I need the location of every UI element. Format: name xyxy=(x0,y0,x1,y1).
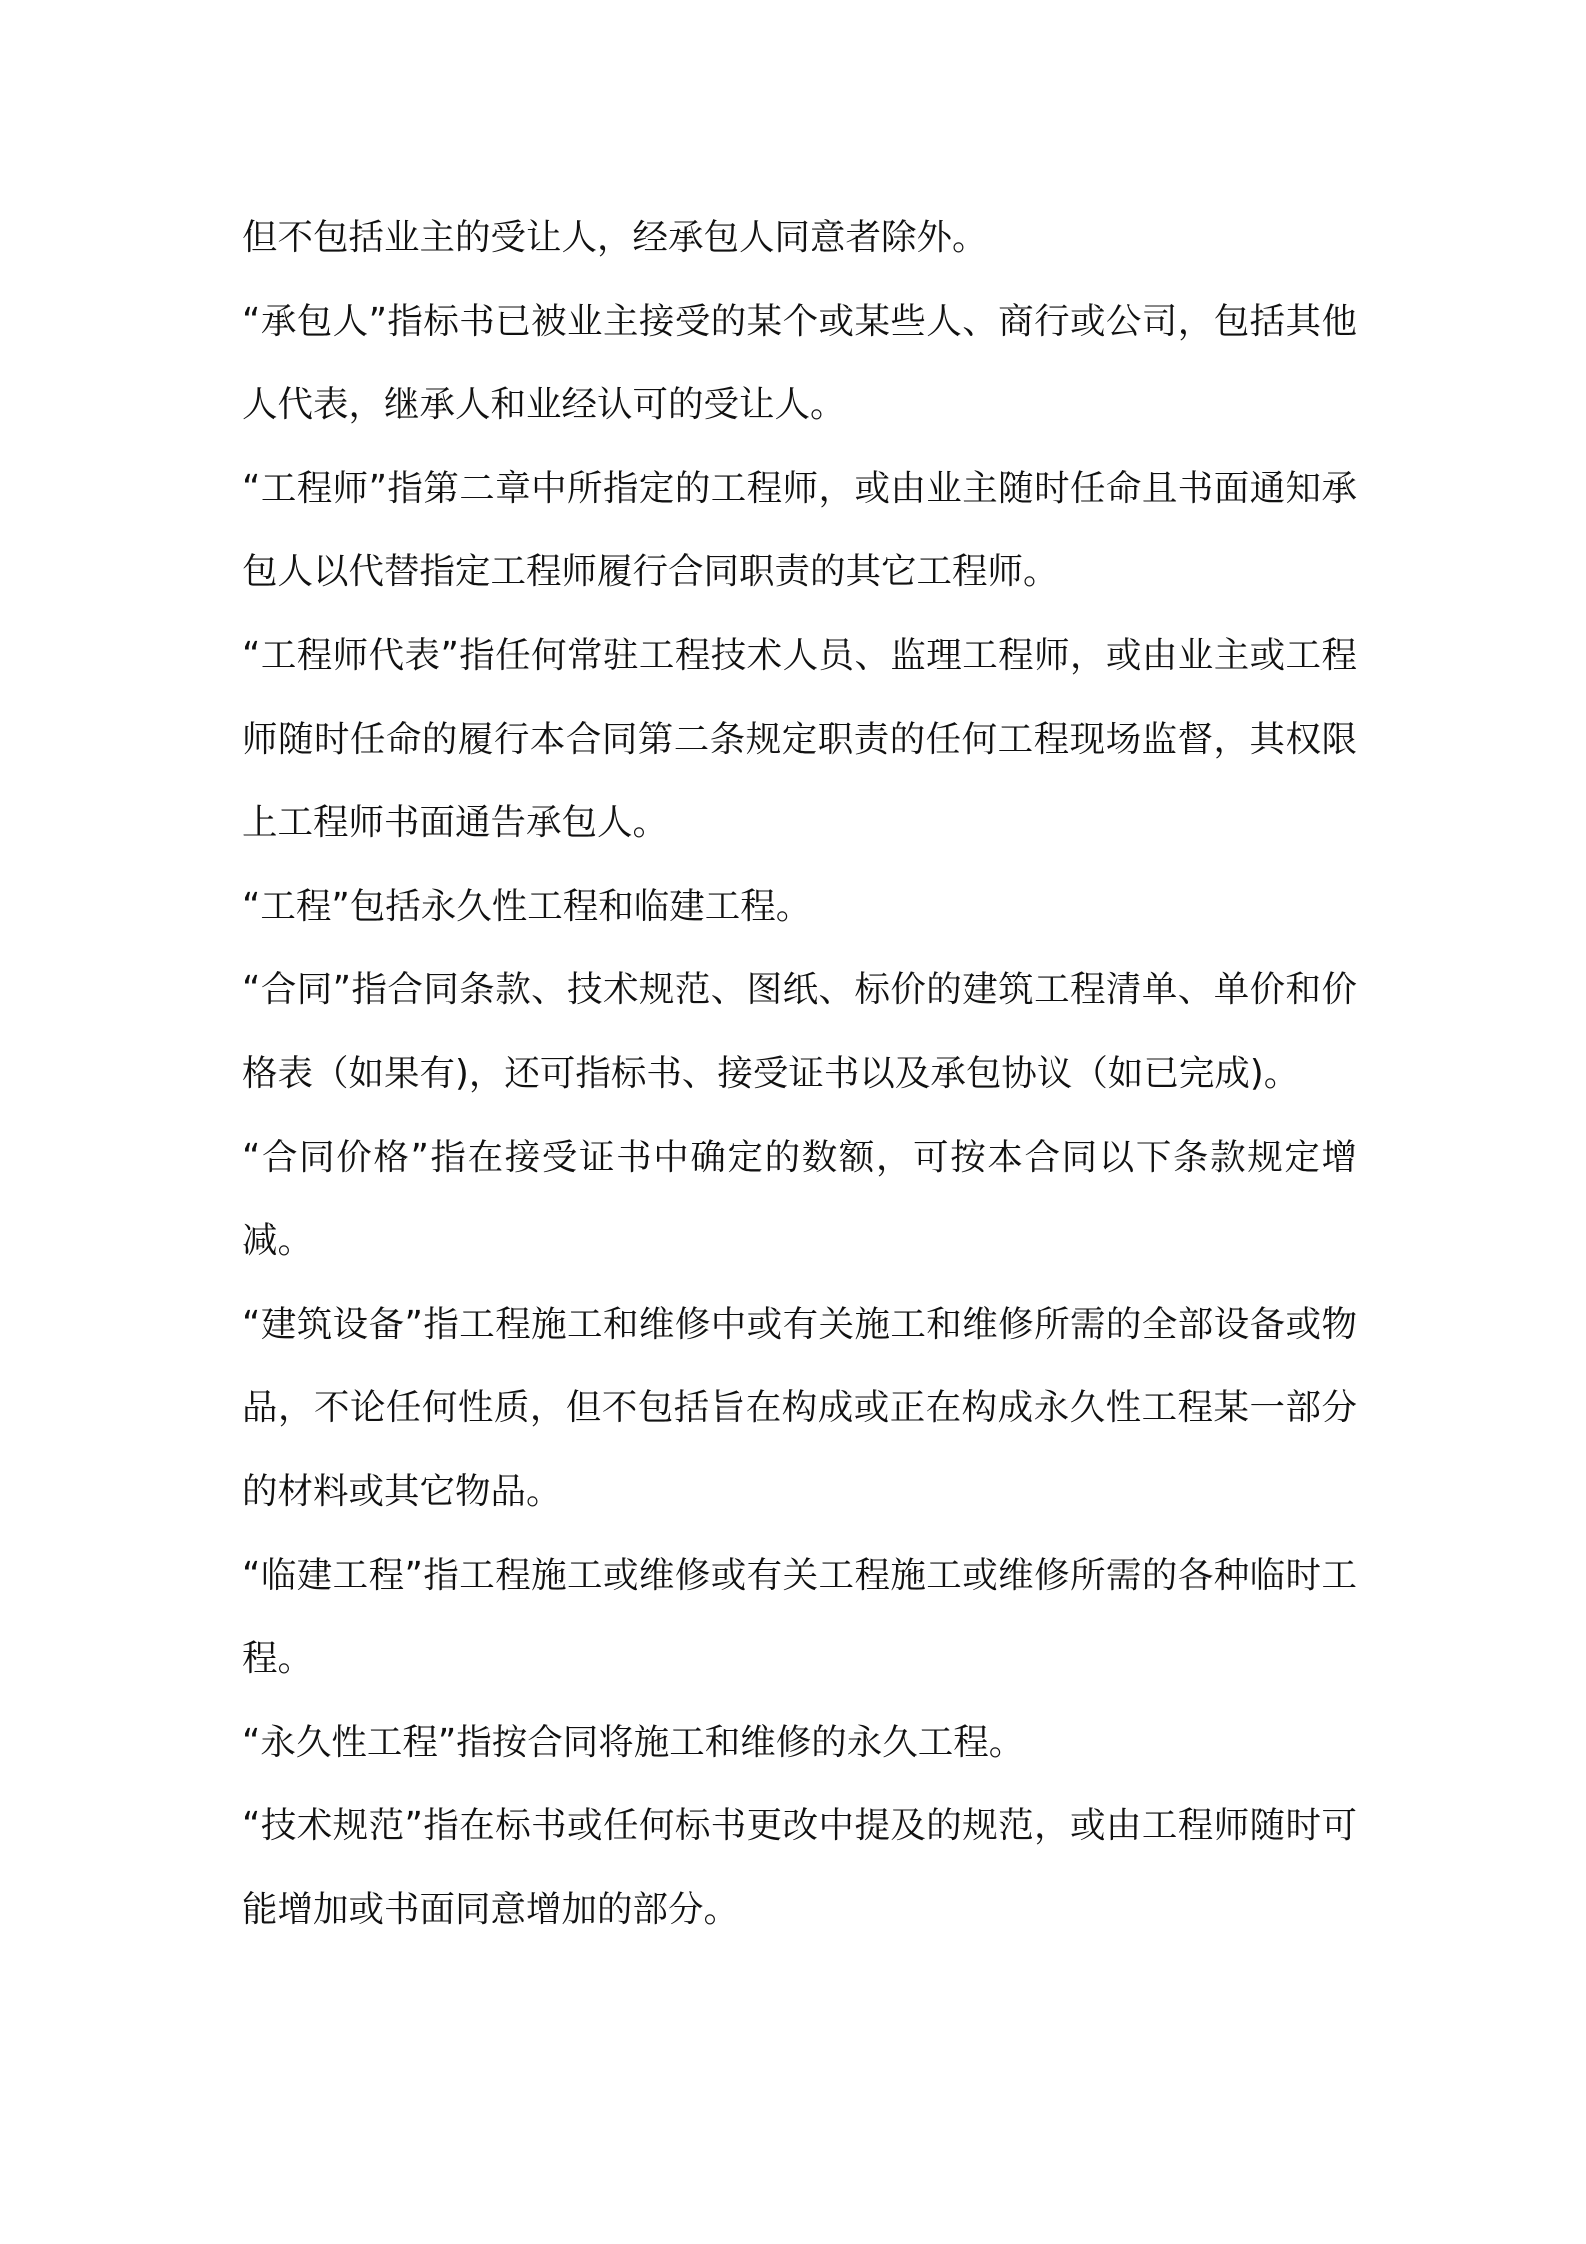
paragraph-contractor-definition: “承包人”指标书已被业主接受的某个或某些人、商行或公司，包括其他人代表，继承人和业经认可的受让人。 xyxy=(242,300,1357,426)
document-body xyxy=(242,196,1357,1951)
paragraph-engineer-definition: “工程师”指第二章中所指定的工程师，或由业主随时任命且书面通知承包人以代替指定工程师履行合同职责的其它工程师。 xyxy=(242,467,1357,593)
paragraph-construction-equipment-definition: “建筑设备”指工程施工和维修中或有关施工和维修所需的全部设备或物品，不论任何性质，但不包括旨在构成或正在构成永久性工程某一部分的材料或其它物品。 xyxy=(242,1303,1357,1512)
paragraph-contract-definition: “合同”指合同条款、技术规范、图纸、标价的建筑工程清单、单价和价格表（如果有)，还可指标书、接受证书以及承包协议（如已完成)。 xyxy=(242,969,1357,1094)
paragraph-temporary-works-definition: “临建工程”指工程施工或维修或有关工程施工或维修所需的各种临时工程。 xyxy=(242,1554,1357,1680)
paragraph-permanent-works-definition: “永久性工程”指按合同将施工和维修的永久工程。 xyxy=(242,1721,1025,1763)
paragraph-contract-price-definition: “合同价格”指在接受证书中确定的数额，可按本合同以下条款规定增减。 xyxy=(242,1136,1357,1262)
paragraph-engineer-representative-definition: “工程师代表”指任何常驻工程技术人员、监理工程师，或由业主或工程师随时任命的履行本合同第二条规定职责的任何工程现场监督，其权限上工程师书面通告承包人。 xyxy=(242,634,1357,844)
paragraph-works-definition: “工程”包括永久性工程和临建工程。 xyxy=(242,885,812,927)
paragraph-specification-definition: “技术规范”指在标书或任何标书更改中提及的规范，或由工程师随时可能增加或书面同意增加的部分。 xyxy=(242,1805,1357,1930)
paragraph-assignee-exclusion: 但不包括业主的受让人，经承包人同意者除外。 xyxy=(242,217,988,258)
